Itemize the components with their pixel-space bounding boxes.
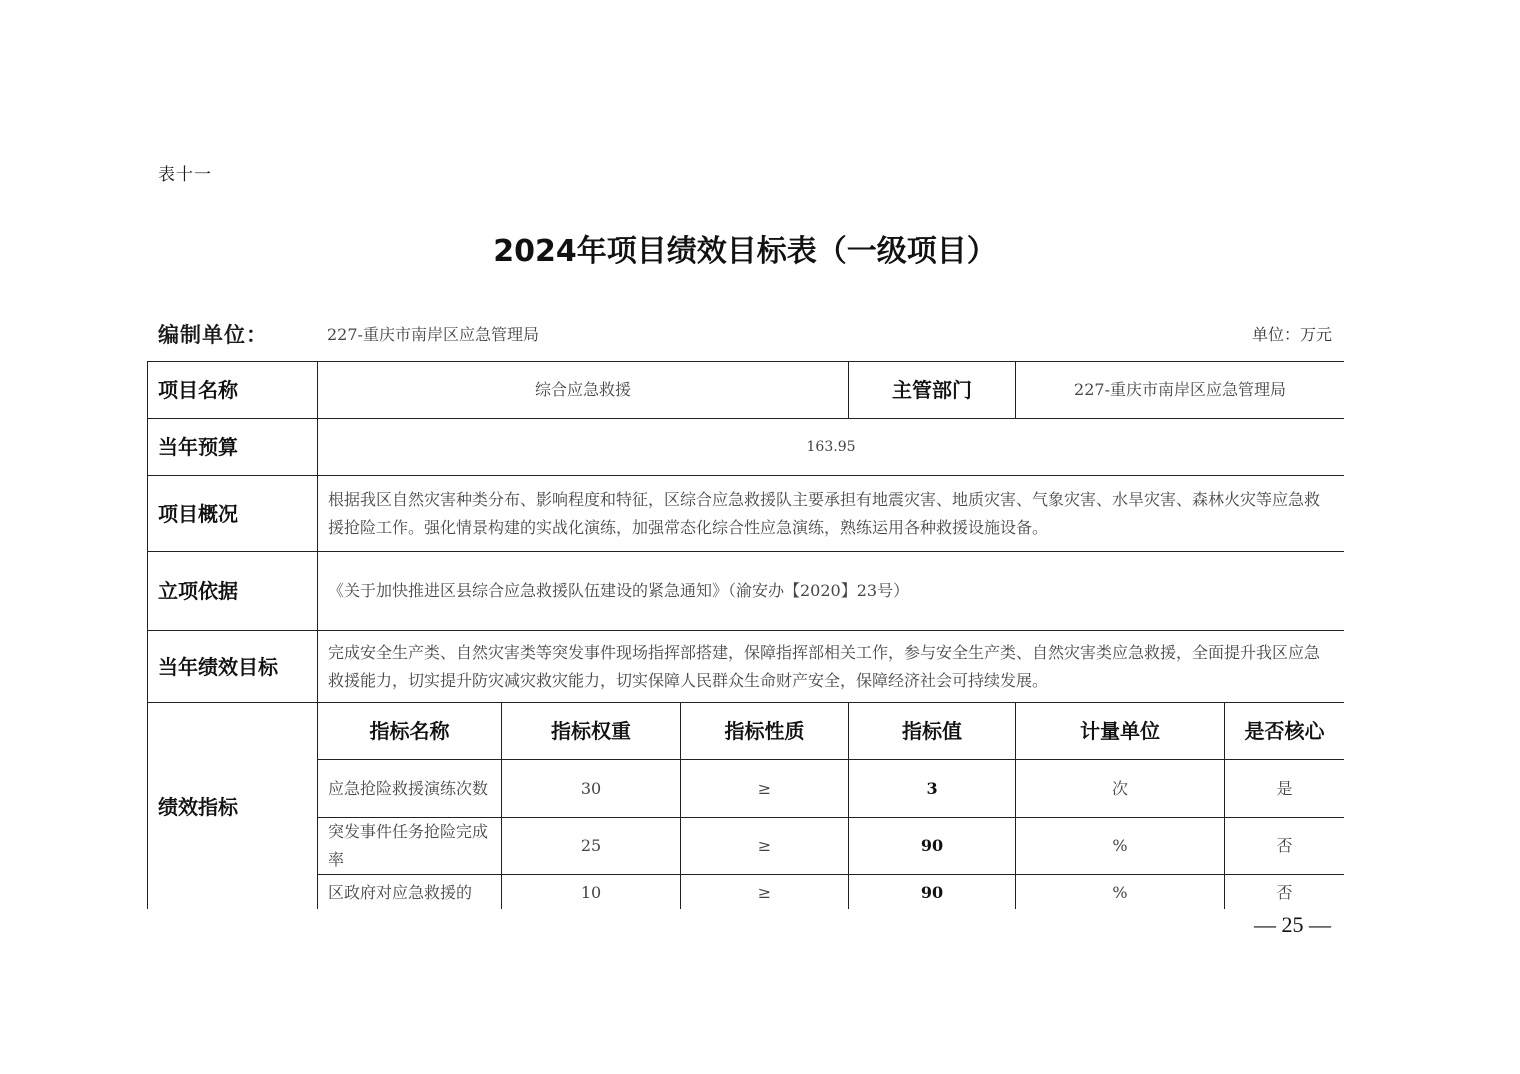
header-is-core: 是否核心 (1225, 703, 1344, 760)
indicator-unit: 次 (1016, 760, 1225, 818)
dept-value: 227-重庆市南岸区应急管理局 (1016, 362, 1344, 419)
indicator-core: 是 (1225, 760, 1344, 818)
indicator-weight: 30 (502, 760, 681, 818)
indicator-value: 90 (849, 818, 1016, 875)
indicator-name: 区政府对应急救援的 (318, 875, 502, 910)
indicator-weight: 25 (502, 818, 681, 875)
project-name-row (148, 362, 1345, 419)
overview-text: 根据我区自然灾害种类分布、影响程度和特征，区综合应急救援队主要承担有地震灾害、地质灾害、气象灾害、水旱灾害、森林火灾等应急救援抢险工作。强化情景构建的实战化演练，加强常态化综合性应急演练，熟练运用各种救援设施设备。 (318, 476, 1345, 552)
indicator-name: 突发事件任务抢险完成率 (318, 818, 502, 875)
header-indicator-name: 指标名称 (318, 703, 502, 760)
indicator-unit: % (1016, 875, 1225, 910)
indicators-label: 绩效指标 (148, 703, 318, 910)
performance-table (147, 361, 1344, 909)
budget-label: 当年预算 (148, 419, 318, 476)
header-measure-unit: 计量单位 (1016, 703, 1225, 760)
table-row (148, 875, 1345, 910)
header-indicator-value: 指标值 (849, 703, 1016, 760)
indicator-nature: ≥ (681, 875, 849, 910)
goal-text: 完成安全生产类、自然灾害类等突发事件现场指挥部搭建，保障指挥部相关工作，参与安全生产类、自然灾害类应急救援，全面提升我区应急救援能力，切实提升防灾减灾救灾能力，切实保障人民群众生命财产安全，保障经济社会可持续发展。 (318, 631, 1345, 703)
header-indicator-nature: 指标性质 (681, 703, 849, 760)
overview-label: 项目概况 (148, 476, 318, 552)
basis-label: 立项依据 (148, 552, 318, 631)
project-name-label: 项目名称 (148, 362, 318, 419)
project-name-value: 综合应急救援 (318, 362, 849, 419)
indicator-core: 否 (1225, 875, 1344, 910)
indicator-weight: 10 (502, 875, 681, 910)
org-label: 编制单位： (158, 322, 268, 347)
table-row (148, 760, 1345, 818)
page-number: — 25 — (1254, 912, 1331, 937)
indicator-core: 否 (1225, 818, 1344, 875)
basis-text: 《关于加快推进区县综合应急救援队伍建设的紧急通知》（渝安办【2020】23号） (318, 552, 1345, 631)
overview-row (148, 476, 1345, 552)
indicator-nature: ≥ (681, 818, 849, 875)
indicator-nature: ≥ (681, 760, 849, 818)
budget-row (148, 419, 1345, 476)
unit-label: 单位：万元 (1251, 325, 1332, 344)
header-indicator-weight: 指标权重 (502, 703, 681, 760)
dept-label: 主管部门 (849, 362, 1016, 419)
table-number-label: 表十一 (158, 165, 212, 185)
budget-value: 163.95 (318, 419, 1345, 476)
org-value: 227-重庆市南岸区应急管理局 (327, 325, 539, 344)
indicator-header-row (148, 703, 1345, 760)
indicator-name: 应急抢险救援演练次数 (318, 760, 502, 818)
page-title: 2024年项目绩效目标表（一级项目） (493, 234, 997, 269)
indicator-unit: % (1016, 818, 1225, 875)
table-row (148, 818, 1345, 875)
performance-table-frame (147, 361, 1344, 909)
basis-row (148, 552, 1345, 631)
indicator-value: 3 (849, 760, 1016, 818)
indicator-value: 90 (849, 875, 1016, 910)
goal-label: 当年绩效目标 (148, 631, 318, 703)
goal-row (148, 631, 1345, 703)
